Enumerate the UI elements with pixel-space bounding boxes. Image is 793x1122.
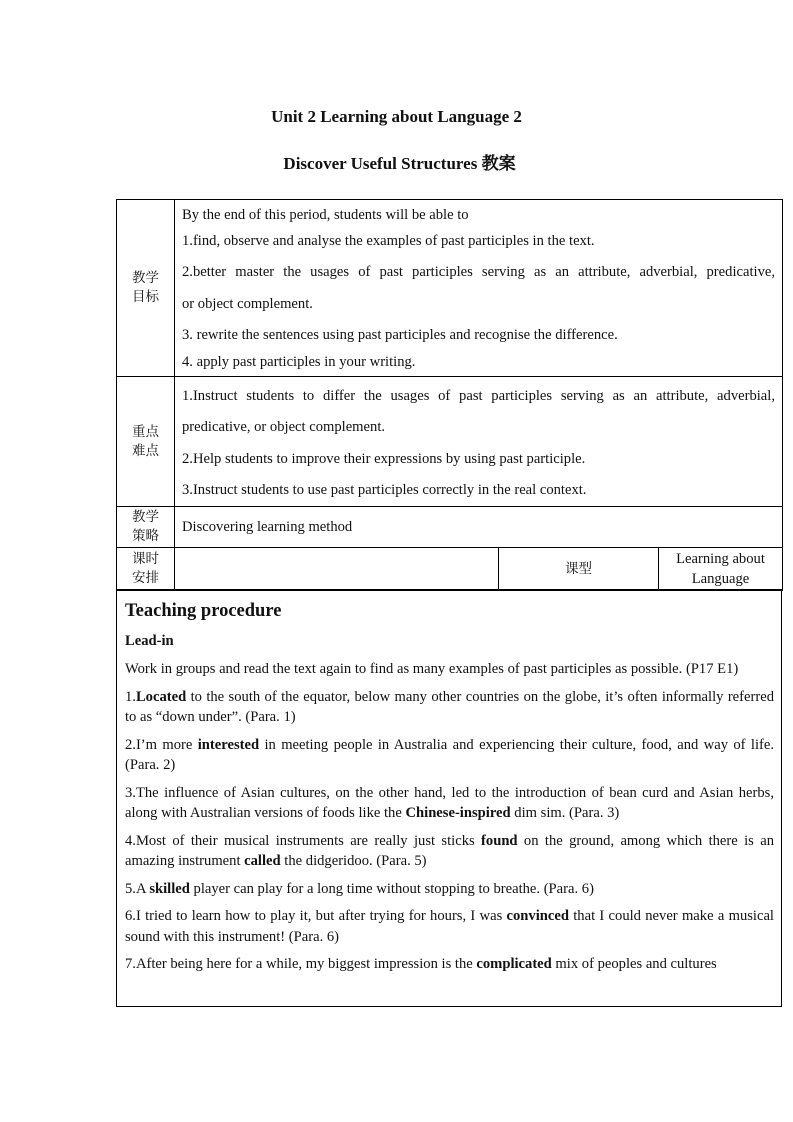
example-sentence: 1.Located to the south of the equator, below many other countries on the globe, it’s often informally referred to as “down under”. (Para. 1) (125, 688, 774, 725)
example-sentence: 5.A skilled player can play for a long time without stopping to breathe. (Para. 6) (125, 880, 594, 897)
procedure-heading: Teaching procedure (125, 601, 282, 621)
lesson-type-value-line: Learning about (676, 551, 765, 568)
strategy-value: Discovering learning method (175, 507, 783, 548)
objective-line: 4. apply past participles in your writing. (182, 354, 416, 371)
schedule-label (117, 548, 175, 591)
teaching-procedure-box (116, 589, 782, 1007)
key-points-row (117, 377, 783, 507)
example-sentence: 3.The influence of Asian cultures, on the other hand, led to the introduction of bean curd and Asian herbs, along with Australian versions of foods like the Chinese-inspired dim sim. (Para. 3) (125, 784, 774, 821)
key-points-label-line: 重点 (132, 423, 159, 440)
objective-line: 3. rewrite the sentences using past participles and recognise the difference. (182, 326, 618, 343)
objective-line: 2.better master the usages of past participles serving as an attribute, adverbial, predicative, (182, 264, 775, 281)
lead-in-instruction: Work in groups and read the text again to find as many examples of past participles as possible. (P17 E1) (125, 661, 739, 677)
document-title: Unit 2 Learning about Language 2 (271, 107, 522, 126)
key-point-line: 3.Instruct students to use past participles correctly in the real context. (182, 481, 587, 498)
example-sentence: 6.I tried to learn how to play it, but after trying for hours, I was convinced that I could never make a musical sound with this instrument! (Para. 6) (125, 908, 774, 945)
strategy-label (117, 507, 175, 548)
objectives-content (175, 200, 783, 377)
schedule-label-line: 课时 (132, 551, 159, 568)
key-points-label-line: 难点 (132, 442, 159, 459)
key-point-line: 2.Help students to improve their expressions by using past participle. (182, 450, 586, 467)
strategy-label-line: 教学 (132, 509, 159, 526)
objective-line: 1.find, observe and analyse the examples of past participles in the text. (182, 233, 595, 249)
objective-line: By the end of this period, students will be able to (182, 207, 469, 223)
key-points-content (175, 377, 783, 507)
lesson-type-label: 课型 (499, 548, 659, 591)
lesson-type-value-line: Language (691, 571, 750, 588)
example-sentence: 2.I’m more interested in meeting people in Australia and experiencing their culture, food, and way of life. (Para. 2) (125, 736, 774, 773)
objective-line: or object complement. (182, 295, 313, 312)
key-point-line: predicative, or object complement. (182, 419, 386, 436)
strategy-label-line: 策略 (132, 528, 159, 545)
objectives-label-line: 教学 (132, 270, 159, 286)
schedule-row (117, 548, 783, 591)
objectives-label (117, 200, 175, 377)
lead-in-heading: Lead-in (125, 633, 174, 649)
strategy-row (117, 507, 783, 548)
document-subtitle: Discover Useful Structures 教案 (283, 154, 516, 173)
example-sentence: 4.Most of their musical instruments are really just sticks found on the ground, among which there is an amazing instrument called the didgeridoo. (Para. 5) (125, 832, 774, 869)
key-point-line: 1.Instruct students to differ the usages of past participles serving as an attribute, adverbial, (182, 388, 775, 404)
key-points-label (117, 377, 175, 507)
schedule-label-line: 安排 (132, 570, 159, 587)
objectives-row (117, 200, 783, 377)
objectives-label-line: 目标 (132, 289, 159, 305)
lesson-plan-table (116, 199, 783, 591)
example-sentence: 7.After being here for a while, my biggest impression is the complicated mix of peoples and cultures (125, 956, 717, 972)
lesson-type-value (659, 548, 783, 591)
schedule-value (175, 548, 499, 591)
